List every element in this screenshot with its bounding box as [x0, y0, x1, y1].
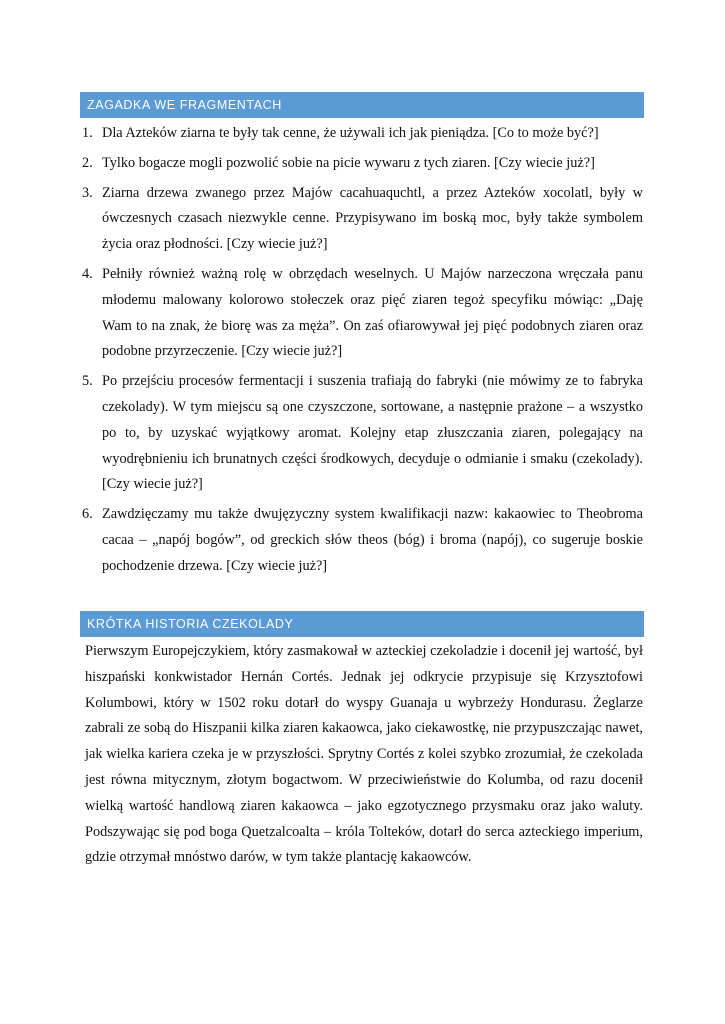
list-text: Po przejściu procesów fermentacji i suszenia trafiają do fabryki (nie mówimy ze to fabryka czekolady). W tym miejscu są one czyszczone, sortowane, a następnie prażone – a wszystko po to, by uzyskać wyjątkowy aromat. Kolejny etap złuszczania ziaren, polegający na wyodrębnieniu ich brunatnych części środkowych, decyduje o odmianie i smaku (czekolady). [Czy wiecie już?] [102, 373, 643, 493]
section-header-history: KRÓTKA HISTORIA CZEKOLADY [80, 611, 644, 637]
list-item [80, 181, 643, 258]
list-number: 1. [82, 125, 93, 141]
list-text: Tylko bogacze mogli pozwolić sobie na picie wywaru z tych ziaren. [Czy wiecie już?] [102, 154, 595, 171]
list-number: 5. [82, 373, 93, 390]
riddle-list [80, 121, 643, 584]
list-item [80, 369, 643, 498]
list-item [80, 262, 643, 365]
history-paragraph: Pierwszym Europejczykiem, który zasmakował w azteckiej czekoladzie i docenił jej wartość, był hiszpański konkwistador Hernán Cortés. Jednak jej odkrycie przypisuje się Krzysztofowi Kolumbowi, który w 1502 roku dotarł do wyspy Guanaja u wybrzeży Hondurasu. Żeglarze zabrali ze sobą do Hiszpanii kilka ziaren kakaowca, jako ciekawostkę, nie przypuszczając nawet, jak wielka kariera czeka je w przyszłości. Sprytny Cortés z kolei szybko zrozumiał, że czekolada jest równa mitycznym, złotym bogactwom. W przeciwieństwie do Kolumba, od razu docenił wielką wartość handlową ziaren kakaowca – jako egzotycznego przysmaku oraz jako waluty. Podszywając się pod boga Quetzalcoalta – króla Tolteków, dotarł do serca azteckiego imperium, gdzie otrzymał mnóstwo darów, w tym także plantację kakaowców. [85, 643, 643, 866]
list-number: 3. [82, 184, 93, 201]
section-header-riddle: ZAGADKA WE FRAGMENTACH [80, 92, 644, 118]
list-number: 4. [82, 265, 93, 282]
list-text: Dla Azteków ziarna te były tak cenne, że używali ich jak pieniądza. [Co to może być?] [102, 125, 599, 141]
list-item [80, 121, 643, 147]
list-item [80, 151, 643, 177]
list-item [80, 502, 643, 579]
list-number: 6. [82, 506, 93, 523]
list-number: 2. [82, 154, 93, 171]
list-text: Ziarna drzewa zwanego przez Majów cacahuaquchtl, a przez Azteków xocolatl, były w ówczesnych czasach niezwykle cenne. Przypisywano im boską moc, były także symbolem życia oraz płodności. [Czy wiecie już?] [102, 184, 643, 253]
list-text: Zawdzięczamy mu także dwujęzyczny system kwalifikacji nazw: kakaowiec to Theobroma cacaa – „napój bogów”, od greckich słów theos (bóg) i broma (napój), co sugeruje boskie pochodzenie drzewa. [Czy wiecie już?] [102, 506, 643, 574]
list-text: Pełniły również ważną rolę w obrzędach weselnych. U Majów narzeczona wręczała panu młodemu malowany kolorowo stołeczek oraz pięć ziaren tegoż specyfiku mówiąc: „Daję Wam to na znak, że biorę was za męża”. On zaś ofiarowywał jej pięć podobnych ziaren oraz podobne przyrzeczenie. [Czy wiecie już?] [102, 265, 643, 360]
